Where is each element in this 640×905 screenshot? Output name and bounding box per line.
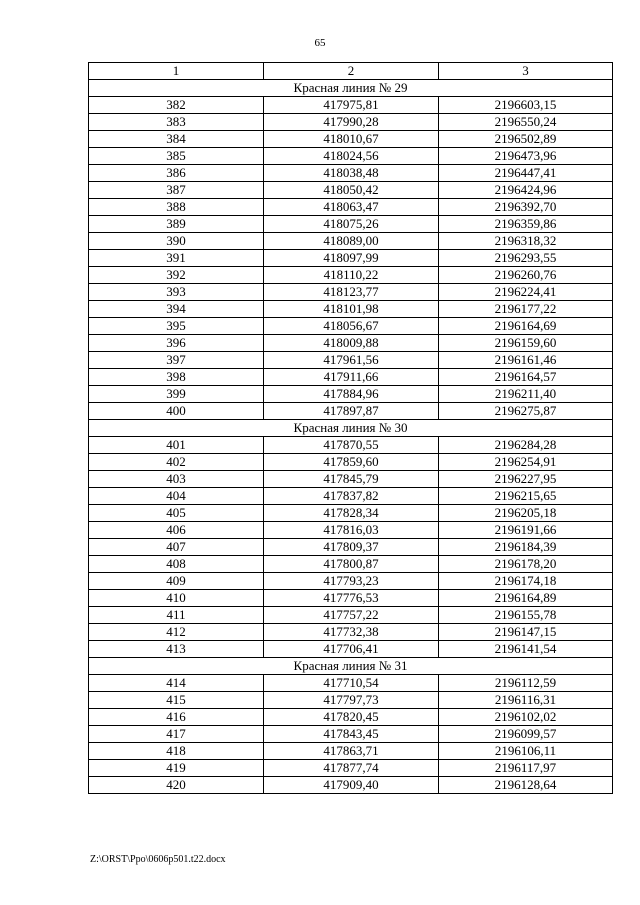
point-number-cell: 393 bbox=[89, 284, 264, 301]
y-coordinate-cell: 2196211,40 bbox=[439, 386, 613, 403]
x-coordinate-cell: 417859,60 bbox=[264, 454, 439, 471]
section-title: Красная линия № 30 bbox=[89, 420, 613, 437]
point-number-cell: 384 bbox=[89, 131, 264, 148]
x-coordinate-cell: 418097,99 bbox=[264, 250, 439, 267]
y-coordinate-cell: 2196174,18 bbox=[439, 573, 613, 590]
x-coordinate-cell: 417706,41 bbox=[264, 641, 439, 658]
y-coordinate-cell: 2196318,32 bbox=[439, 233, 613, 250]
y-coordinate-cell: 2196359,86 bbox=[439, 216, 613, 233]
y-coordinate-cell: 2196284,28 bbox=[439, 437, 613, 454]
point-number-cell: 391 bbox=[89, 250, 264, 267]
page-number: 65 bbox=[314, 37, 326, 49]
table-row bbox=[89, 97, 613, 114]
table-row bbox=[89, 471, 613, 488]
point-number-cell: 411 bbox=[89, 607, 264, 624]
x-coordinate-cell: 417809,37 bbox=[264, 539, 439, 556]
point-number-cell: 389 bbox=[89, 216, 264, 233]
point-number-cell: 413 bbox=[89, 641, 264, 658]
column-header: 1 bbox=[89, 63, 264, 80]
table-row bbox=[89, 573, 613, 590]
y-coordinate-cell: 2196116,31 bbox=[439, 692, 613, 709]
point-number-cell: 407 bbox=[89, 539, 264, 556]
table-row bbox=[89, 641, 613, 658]
x-coordinate-cell: 417837,82 bbox=[264, 488, 439, 505]
y-coordinate-cell: 2196603,15 bbox=[439, 97, 613, 114]
table-row bbox=[89, 165, 613, 182]
table-row bbox=[89, 284, 613, 301]
x-coordinate-cell: 418010,67 bbox=[264, 131, 439, 148]
x-coordinate-cell: 417990,28 bbox=[264, 114, 439, 131]
x-coordinate-cell: 417843,45 bbox=[264, 726, 439, 743]
y-coordinate-cell: 2196177,22 bbox=[439, 301, 613, 318]
table-row bbox=[89, 743, 613, 760]
y-coordinate-cell: 2196117,97 bbox=[439, 760, 613, 777]
y-coordinate-cell: 2196392,70 bbox=[439, 199, 613, 216]
point-number-cell: 400 bbox=[89, 403, 264, 420]
point-number-cell: 420 bbox=[89, 777, 264, 794]
x-coordinate-cell: 417884,96 bbox=[264, 386, 439, 403]
y-coordinate-cell: 2196099,57 bbox=[439, 726, 613, 743]
table-row bbox=[89, 624, 613, 641]
x-coordinate-cell: 418009,88 bbox=[264, 335, 439, 352]
x-coordinate-cell: 417828,34 bbox=[264, 505, 439, 522]
section-title: Красная линия № 31 bbox=[89, 658, 613, 675]
table-row bbox=[89, 760, 613, 777]
x-coordinate-cell: 417975,81 bbox=[264, 97, 439, 114]
x-coordinate-cell: 417800,87 bbox=[264, 556, 439, 573]
point-number-cell: 410 bbox=[89, 590, 264, 607]
x-coordinate-cell: 417845,79 bbox=[264, 471, 439, 488]
x-coordinate-cell: 417877,74 bbox=[264, 760, 439, 777]
table-row bbox=[89, 505, 613, 522]
table-row bbox=[89, 148, 613, 165]
table-row bbox=[89, 352, 613, 369]
y-coordinate-cell: 2196141,54 bbox=[439, 641, 613, 658]
x-coordinate-cell: 417909,40 bbox=[264, 777, 439, 794]
x-coordinate-cell: 417911,66 bbox=[264, 369, 439, 386]
table-row bbox=[89, 726, 613, 743]
y-coordinate-cell: 2196293,55 bbox=[439, 250, 613, 267]
point-number-cell: 386 bbox=[89, 165, 264, 182]
x-coordinate-cell: 418075,26 bbox=[264, 216, 439, 233]
y-coordinate-cell: 2196191,66 bbox=[439, 522, 613, 539]
point-number-cell: 416 bbox=[89, 709, 264, 726]
y-coordinate-cell: 2196215,65 bbox=[439, 488, 613, 505]
table-row bbox=[89, 590, 613, 607]
point-number-cell: 415 bbox=[89, 692, 264, 709]
y-coordinate-cell: 2196254,91 bbox=[439, 454, 613, 471]
x-coordinate-cell: 417897,87 bbox=[264, 403, 439, 420]
section-title: Красная линия № 29 bbox=[89, 80, 613, 97]
y-coordinate-cell: 2196164,89 bbox=[439, 590, 613, 607]
table-row bbox=[89, 199, 613, 216]
table-row bbox=[89, 182, 613, 199]
point-number-cell: 397 bbox=[89, 352, 264, 369]
table-header-row bbox=[89, 63, 613, 80]
table-body bbox=[89, 63, 613, 794]
x-coordinate-cell: 418056,67 bbox=[264, 318, 439, 335]
table-row bbox=[89, 437, 613, 454]
table-row bbox=[89, 335, 613, 352]
table-row bbox=[89, 216, 613, 233]
x-coordinate-cell: 417816,03 bbox=[264, 522, 439, 539]
x-coordinate-cell: 418050,42 bbox=[264, 182, 439, 199]
x-coordinate-cell: 417961,56 bbox=[264, 352, 439, 369]
table-row bbox=[89, 114, 613, 131]
table-row bbox=[89, 403, 613, 420]
point-number-cell: 395 bbox=[89, 318, 264, 335]
table-row bbox=[89, 131, 613, 148]
y-coordinate-cell: 2196112,59 bbox=[439, 675, 613, 692]
table-row bbox=[89, 454, 613, 471]
y-coordinate-cell: 2196128,64 bbox=[439, 777, 613, 794]
x-coordinate-cell: 417710,54 bbox=[264, 675, 439, 692]
table-row bbox=[89, 386, 613, 403]
point-number-cell: 419 bbox=[89, 760, 264, 777]
section-title-row bbox=[89, 658, 613, 675]
table-row bbox=[89, 539, 613, 556]
x-coordinate-cell: 417797,73 bbox=[264, 692, 439, 709]
table-row bbox=[89, 488, 613, 505]
y-coordinate-cell: 2196102,02 bbox=[439, 709, 613, 726]
table-row bbox=[89, 556, 613, 573]
y-coordinate-cell: 2196106,11 bbox=[439, 743, 613, 760]
file-path-footer: Z:\ORST\Ppo\0606p501.t22.docx bbox=[90, 854, 226, 865]
x-coordinate-cell: 417732,38 bbox=[264, 624, 439, 641]
section-title-row bbox=[89, 420, 613, 437]
point-number-cell: 412 bbox=[89, 624, 264, 641]
table-row bbox=[89, 692, 613, 709]
y-coordinate-cell: 2196159,60 bbox=[439, 335, 613, 352]
point-number-cell: 418 bbox=[89, 743, 264, 760]
table-row bbox=[89, 250, 613, 267]
column-header: 2 bbox=[264, 63, 439, 80]
y-coordinate-cell: 2196164,57 bbox=[439, 369, 613, 386]
x-coordinate-cell: 418123,77 bbox=[264, 284, 439, 301]
table-row bbox=[89, 607, 613, 624]
table-row bbox=[89, 301, 613, 318]
point-number-cell: 388 bbox=[89, 199, 264, 216]
y-coordinate-cell: 2196155,78 bbox=[439, 607, 613, 624]
point-number-cell: 405 bbox=[89, 505, 264, 522]
table-row bbox=[89, 777, 613, 794]
x-coordinate-cell: 418024,56 bbox=[264, 148, 439, 165]
point-number-cell: 417 bbox=[89, 726, 264, 743]
y-coordinate-cell: 2196205,18 bbox=[439, 505, 613, 522]
point-number-cell: 394 bbox=[89, 301, 264, 318]
point-number-cell: 408 bbox=[89, 556, 264, 573]
point-number-cell: 392 bbox=[89, 267, 264, 284]
point-number-cell: 414 bbox=[89, 675, 264, 692]
point-number-cell: 398 bbox=[89, 369, 264, 386]
x-coordinate-cell: 417793,23 bbox=[264, 573, 439, 590]
y-coordinate-cell: 2196424,96 bbox=[439, 182, 613, 199]
point-number-cell: 390 bbox=[89, 233, 264, 250]
table-row bbox=[89, 709, 613, 726]
point-number-cell: 402 bbox=[89, 454, 264, 471]
y-coordinate-cell: 2196227,95 bbox=[439, 471, 613, 488]
x-coordinate-cell: 418038,48 bbox=[264, 165, 439, 182]
x-coordinate-cell: 418063,47 bbox=[264, 199, 439, 216]
table-row bbox=[89, 522, 613, 539]
table-row bbox=[89, 233, 613, 250]
table-row bbox=[89, 675, 613, 692]
point-number-cell: 404 bbox=[89, 488, 264, 505]
y-coordinate-cell: 2196502,89 bbox=[439, 131, 613, 148]
coordinates-table bbox=[88, 62, 613, 794]
point-number-cell: 399 bbox=[89, 386, 264, 403]
y-coordinate-cell: 2196447,41 bbox=[439, 165, 613, 182]
x-coordinate-cell: 417863,71 bbox=[264, 743, 439, 760]
y-coordinate-cell: 2196161,46 bbox=[439, 352, 613, 369]
table-row bbox=[89, 318, 613, 335]
point-number-cell: 396 bbox=[89, 335, 264, 352]
table-row bbox=[89, 369, 613, 386]
table-row bbox=[89, 267, 613, 284]
y-coordinate-cell: 2196550,24 bbox=[439, 114, 613, 131]
y-coordinate-cell: 2196275,87 bbox=[439, 403, 613, 420]
point-number-cell: 401 bbox=[89, 437, 264, 454]
x-coordinate-cell: 417820,45 bbox=[264, 709, 439, 726]
y-coordinate-cell: 2196147,15 bbox=[439, 624, 613, 641]
x-coordinate-cell: 418089,00 bbox=[264, 233, 439, 250]
column-header: 3 bbox=[439, 63, 613, 80]
x-coordinate-cell: 417776,53 bbox=[264, 590, 439, 607]
point-number-cell: 382 bbox=[89, 97, 264, 114]
y-coordinate-cell: 2196184,39 bbox=[439, 539, 613, 556]
point-number-cell: 409 bbox=[89, 573, 264, 590]
section-title-row bbox=[89, 80, 613, 97]
y-coordinate-cell: 2196224,41 bbox=[439, 284, 613, 301]
point-number-cell: 385 bbox=[89, 148, 264, 165]
x-coordinate-cell: 418101,98 bbox=[264, 301, 439, 318]
y-coordinate-cell: 2196260,76 bbox=[439, 267, 613, 284]
y-coordinate-cell: 2196164,69 bbox=[439, 318, 613, 335]
point-number-cell: 387 bbox=[89, 182, 264, 199]
point-number-cell: 383 bbox=[89, 114, 264, 131]
x-coordinate-cell: 417757,22 bbox=[264, 607, 439, 624]
x-coordinate-cell: 417870,55 bbox=[264, 437, 439, 454]
y-coordinate-cell: 2196473,96 bbox=[439, 148, 613, 165]
x-coordinate-cell: 418110,22 bbox=[264, 267, 439, 284]
y-coordinate-cell: 2196178,20 bbox=[439, 556, 613, 573]
point-number-cell: 403 bbox=[89, 471, 264, 488]
point-number-cell: 406 bbox=[89, 522, 264, 539]
